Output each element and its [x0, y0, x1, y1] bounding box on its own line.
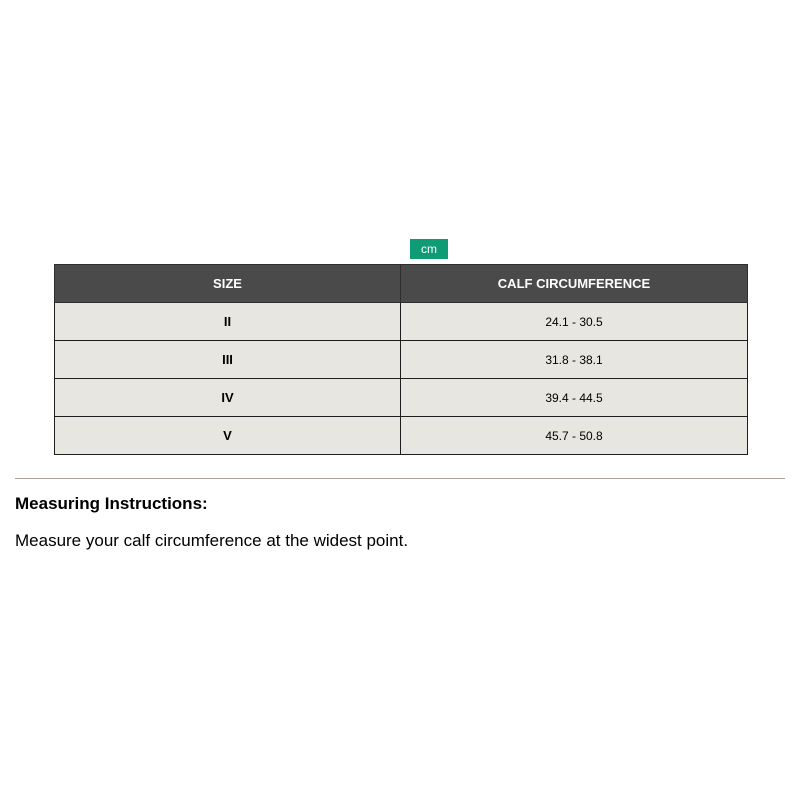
header-size: SIZE — [55, 265, 401, 303]
size-cell: II — [55, 303, 401, 341]
section-divider — [15, 478, 785, 479]
table-header-row — [55, 265, 748, 303]
table-row — [55, 417, 748, 455]
header-calf-circumference: CALF CIRCUMFERENCE — [401, 265, 748, 303]
size-cell: IV — [55, 379, 401, 417]
unit-badge: cm — [410, 239, 448, 259]
table-row — [55, 379, 748, 417]
calf-range-cell: 24.1 - 30.5 — [401, 303, 748, 341]
calf-range-cell: 31.8 - 38.1 — [401, 341, 748, 379]
size-cell: V — [55, 417, 401, 455]
table-row — [55, 341, 748, 379]
instructions-title: Measuring Instructions: — [15, 494, 208, 513]
calf-range-cell: 45.7 - 50.8 — [401, 417, 748, 455]
calf-range-cell: 39.4 - 44.5 — [401, 379, 748, 417]
instructions-text: Measure your calf circumference at the widest point. — [15, 531, 409, 550]
size-cell: III — [55, 341, 401, 379]
table-row — [55, 303, 748, 341]
size-chart-table — [54, 264, 748, 455]
